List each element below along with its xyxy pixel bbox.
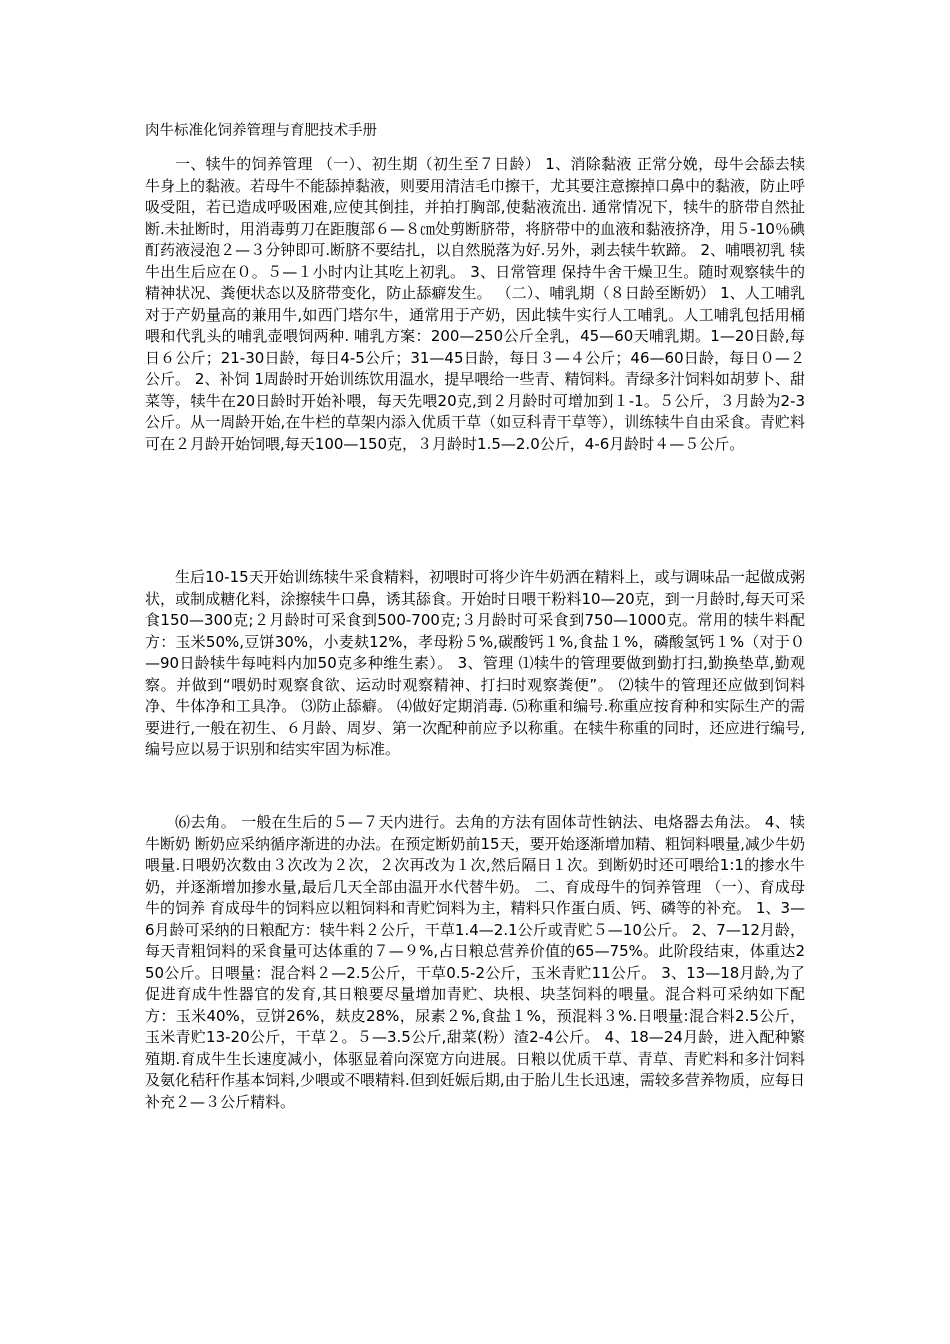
paragraph-heifer-care: ⑹去角。 一般在生后的５—７天内进行。去角的方法有固体苛性钠法、电烙器去角法。 4、犊牛断奶 断奶应采纳循序渐进的办法。在预定断奶前15天，要开始逐渐增加精、粗饲料喂量,减少牛奶喂量.日喂奶次数由３次改为２次，２次再改为１次,然后隔日１次。到断奶时还可喂给1:1的掺水牛奶，并逐渐增加掺水量,最后几天全部由温开水代替牛奶。 二、育成母牛的饲养管理 （一）、育成母牛的饲养 育成母牛的饲料应以粗饲料和青贮饲料为主，精料只作蛋白质、钙、磷等的补充。 1、3—6月龄可采纳的日粮配方：犊牛料２公斤，干草1.4—2.1公斤或青贮５—10公斤。 2、7—12月龄，每天青粗饲料的采食量可达体重的７—９%,占日粮总营养价值的65—75%。此阶段结束，体重达250公斤。日喂量：混合料２—2.5公斤，干草0.5-2公斤，玉米青贮11公斤。 3、13—18月龄,为了促进育成牛性器官的发育,其日粮要尽量增加青贮、块根、块茎饲料的喂量。混合料可采纳如下配方：玉米40%，豆饼26%，麸皮28%，尿素２%,食盐１%，预混料３%.日喂量:混合料2.5公斤，玉米青贮13-20公斤，干草２。５—3.5公斤,甜菜(粉）渣2-4公斤。 4、18—24月龄，进入配种繁殖期.育成牛生长速度减小，体驱显着向深宽方向进展。日粮以优质干草、青草、青贮料和多汁饲料及氨化秸秆作基本饲料,少喂或不喂精料.但到妊娠后期,由于胎儿生长迅速，需较多营养物质，应每日补充２—３公斤精料。 <box>145 813 805 1111</box>
paragraph-calf-feed: 生后10-15天开始训练犊牛采食精料，初喂时可将少许牛奶洒在精料上，或与调味品一起做成粥状，或制成糖化料，涂擦犊牛口鼻，诱其舔食。开始时日喂干粉料10—20克，到一月龄时,每天可采食150—300克;２月龄时可采食到500-700克;３月龄时可采食到750—1000克。常用的犊牛料配方：玉米50%,豆饼30%，小麦麸12%，孝母粉５%,碳酸钙１%,食盐１%，磷酸氢钙１%（对于０—90日龄犊牛每吨料内加50克多种维生素）。 3、管理 ⑴犊牛的管理要做到勤打扫,勤换垫草,勤观察。并做到“喂奶时观察食欲、运动时观察精神、打扫时观察粪便”。 ⑵犊牛的管理还应做到饲料净、牛体净和工具净。 ⑶防止舔癖。 ⑷做好定期消毒. ⑸称重和编号.称重应按育种和实际生产的需要进行,一般在初生、６月龄、周岁、第一次配种前应予以称重。在犊牛称重的同时，还应进行编号,编号应以易于识别和结实牢固为标准。 <box>145 568 805 758</box>
document-title: 肉牛标准化饲养管理与育肥技术手册 <box>145 123 377 139</box>
paragraph-calf-care: 一、犊牛的饲养管理 （一）、初生期（初生至７日龄） 1、消除黏液 正常分娩，母牛会舔去犊牛身上的黏液。若母牛不能舔掉黏液，则要用清洁毛巾擦干，尤其要注意擦掉口鼻中的黏液，防止呼吸受阻，若已造成呼吸困难,应使其倒挂，并拍打胸部,使黏液流出. 通常情况下，犊牛的脐带自然扯断.未扯断时，用消毒剪刀在距腹部６—８㎝处剪断脐带，将脐带中的血液和黏液挤净，用５-10％碘酊药液浸泡２—３分钟即可.断脐不要结扎，以自然脱落为好.另外，剥去犊牛软蹄。 2、哺喂初乳 犊牛出生后应在０。５—１小时内让其吃上初乳。 3、日常管理 保持牛舍干燥卫生。随时观察犊牛的精神状况、粪便状态以及脐带变化，防止舔癖发生。 （二）、哺乳期（８日龄至断奶） 1、人工哺乳 对于产奶量高的兼用牛,如西门塔尔牛，通常用于产奶，因此犊牛实行人工哺乳。人工哺乳包括用桶喂和代乳头的哺乳壶喂饲两种. 哺乳方案：200—250公斤全乳，45—60天哺乳期。1—20日龄,每日６公斤；21-30日龄，每日4-5公斤；31—45日龄，每日３—４公斤；46—60日龄，每日０—２公斤。 2、补饲 1周龄时开始训练饮用温水，提早喂给一些青、精饲料。青绿多汁饲料如胡萝卜、甜菜等，犊牛在20日龄时开始补喂，每天先喂20克,到２月龄时可增加到１-1。５公斤，３月龄为2-3公斤。从一周龄开始,在牛栏的草架内添入优质干草（如豆科青干草等），训练犊牛自由采食。青贮料可在２月龄开始饲喂,每天100—150克，３月龄时1.5—2.0公斤，4-6月龄时４—５公斤。 <box>145 155 806 453</box>
